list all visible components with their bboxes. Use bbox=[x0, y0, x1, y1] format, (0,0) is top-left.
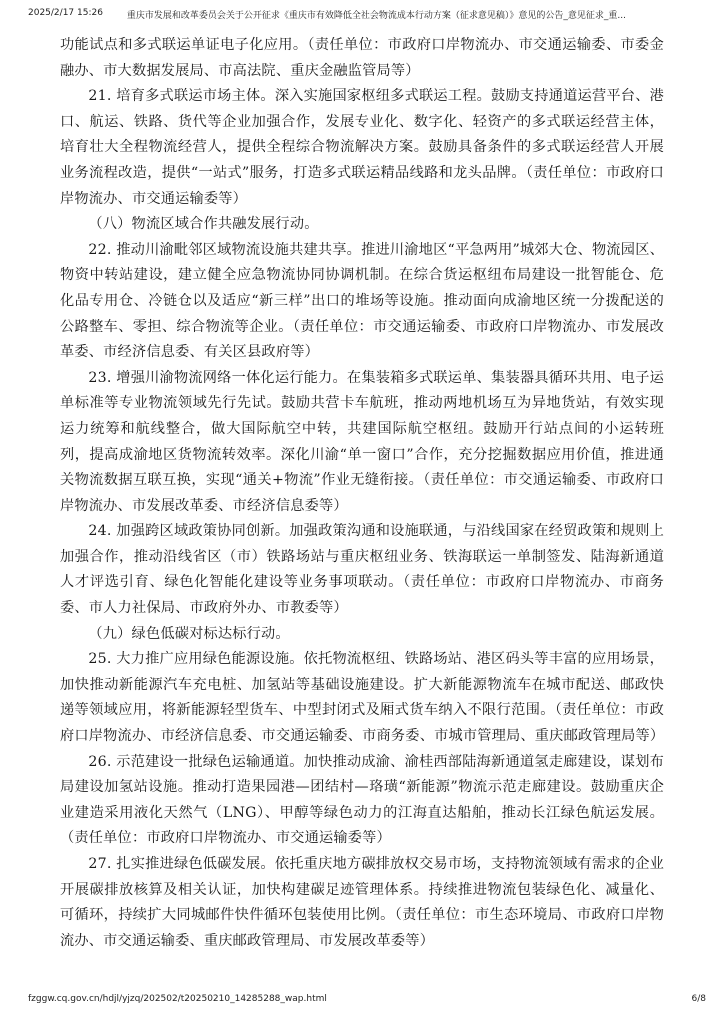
print-datetime: 2025/2/17 15:26 bbox=[28, 8, 103, 18]
paragraph-item-24: 24. 加强跨区域政策协同创新。加强政策沟通和设施联通，与沿线国家在经贸政策和规则上加强合作，推动沿线省区（市）铁路场站与重庆枢纽业务、铁海联运一单制签发、陆海新通道人才评选引育、绿色化智能化建设等业务事项联动。（责任单位：市政府口岸物流办、市商务委、市人力社保局、市政府外办、市教委等） bbox=[60, 523, 664, 617]
paragraph-item-25: 25. 大力推广应用绿色能源设施。依托物流枢纽、铁路场站、港区码头等丰富的应用场景，加快推动新能源汽车充电桩、加氢站等基础设施建设。扩大新能源物流车在城市配送、邮政快递等领域应用，将新能源轻型货车、中型封闭式及厢式货车纳入不限行范围。（责任单位：市政府口岸物流办、市经济信息委、市交通运输委、市商务委、市城市管理局、重庆邮政管理局等） bbox=[60, 651, 665, 745]
document-body bbox=[60, 33, 664, 954]
paragraph-item-21: 21. 培育多式联运市场主体。深入实施国家枢纽多式联运工程。鼓励支持通道运营平台、港口、航运、铁路、货代等企业加强合作，发展专业化、数字化、轻资产的多式联运经营主体，培育壮大全程物流经营人，提供全程综合物流解决方案。鼓励具备条件的多式联运经营人开展业务流程改造，提供“一站式”服务，打造多式联运精品线路和龙头品牌。（责任单位：市政府口岸物流办、市交通运输委等） bbox=[60, 88, 664, 207]
section-heading-8: （八）物流区域合作共融发展行动。 bbox=[88, 216, 319, 233]
paragraph-item-23: 23. 增强川渝物流网络一体化运行能力。在集装箱多式联运单、集装器具循环共用、电子运单标准等专业物流领域先行先试。鼓励共营卡车航班，推动两地机场互为异地货站，有效实现运力统筹和航线整合，做大国际航空中转，共建国际航空枢纽。鼓励开行站点间的小运转班列，提高成渝地区货物流转效率。深化川渝“单一窗口”合作，充分挖掘数据应用价值，推进通关物流数据互联互换，实现“通关+物流”作业无缝衔接。（责任单位：市交通运输委、市政府口岸物流办、市发展改革委、市经济信息委等） bbox=[60, 369, 664, 514]
paragraph-item-26: 26. 示范建设一批绿色运输通道。加快推动成渝、渝桂西部陆海新通道氢走廊建设，谋划布局建设加氢站设施。推动打造果园港—团结村—珞璜“新能源”物流示范走廊建设。鼓励重庆企业建造采用液化天然气（LNG）、甲醇等绿色动力的江海直达船舶，推动长江绿色航运发展。（责任单位：市政府口岸物流办、市交通运输委等） bbox=[60, 753, 664, 847]
page-url: fzggw.cq.gov.cn/hdjl/yjzq/202502/t20250210_14285288_wap.html bbox=[28, 994, 327, 1004]
section-heading-9: （九）绿色低碳对标达标行动。 bbox=[88, 625, 290, 642]
browser-print-header bbox=[28, 8, 702, 21]
page-number: 6/8 bbox=[691, 994, 706, 1004]
paragraph-item-27: 27. 扎实推进绿色低碳发展。依托重庆地方碳排放权交易市场，支持物流领域有需求的企业开展碳排放核算及相关认证，加快构建碳足迹管理体系。持续推进物流包装绿色化、减量化、可循环，持续扩大同城邮件快件循环包装使用比例。（责任单位：市生态环境局、市政府口岸物流办、市交通运输委、重庆邮政管理局、市发展改革委等） bbox=[60, 856, 664, 949]
browser-print-footer bbox=[28, 994, 706, 1004]
paragraph-continuation: 功能试点和多式联运单证电子化应用。（责任单位：市政府口岸物流办、市交通运输委、市委金融办、市大数据发展局、市高法院、重庆金融监管局等） bbox=[60, 37, 664, 79]
paragraph-item-22: 22. 推动川渝毗邻区域物流设施共建共享。推进川渝地区“平急两用”城郊大仓、物流园区、物资中转站建设，建立健全应急物流协同协调机制。在综合货运枢纽布局建设一批智能仓、危化品专用仓、冷链仓以及适应“新三样”出口的堆场等设施。推动面向成渝地区统一分拨配送的公路整车、零担、综合物流等企业。（责任单位：市交通运输委、市政府口岸物流办、市发展改革委、市经济信息委、有关区县政府等） bbox=[60, 241, 664, 361]
page-title: 重庆市发展和改革委员会关于公开征求《重庆市有效降低全社会物流成本行动方案（征求意见稿）》意见的公告_意见征求_重... bbox=[126, 11, 626, 21]
